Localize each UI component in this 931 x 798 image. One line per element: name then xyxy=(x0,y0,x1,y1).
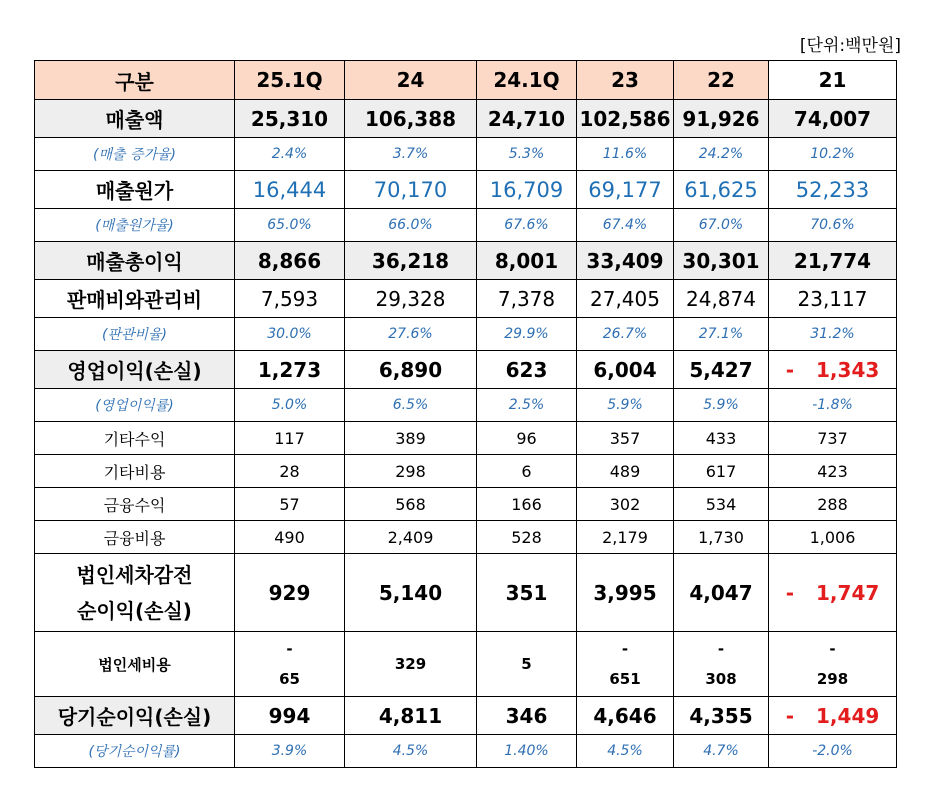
cell: 6 xyxy=(477,455,577,488)
cell xyxy=(345,632,477,697)
cell: 52,233 xyxy=(769,171,897,209)
sga-ratio-row xyxy=(35,318,897,351)
cell: 528 xyxy=(477,521,577,554)
ebt-row xyxy=(35,554,897,632)
cell: 1,730 xyxy=(674,521,769,554)
cell: 8,866 xyxy=(235,242,345,280)
cell: 4,355 xyxy=(674,697,769,735)
cell-top: - xyxy=(286,640,293,658)
row-label-line2: 순이익(손실) xyxy=(77,598,192,623)
cell: 67.0% xyxy=(674,209,769,242)
cell: 5.0% xyxy=(235,389,345,422)
row-label: (당기순이익률) xyxy=(35,735,235,768)
cell: 57 xyxy=(235,488,345,521)
header-cell-category: 구분 xyxy=(35,61,235,100)
cell: 2.5% xyxy=(477,389,577,422)
cell: 5.3% xyxy=(477,138,577,171)
cell: 26.7% xyxy=(577,318,674,351)
cell-bottom: 65 xyxy=(279,670,300,688)
cell: 1.40% xyxy=(477,735,577,768)
cell: 74,007 xyxy=(769,100,897,138)
row-label: 판매비와관리비 xyxy=(35,280,235,318)
negative-sign: - xyxy=(785,580,795,605)
cell-top: - xyxy=(717,640,725,658)
cell: 102,586 xyxy=(577,100,674,138)
cell: -2.0% xyxy=(769,735,897,768)
cell: 91,926 xyxy=(674,100,769,138)
cell xyxy=(674,632,769,697)
cell: 8,001 xyxy=(477,242,577,280)
cell: 1,006 xyxy=(769,521,897,554)
negative-cell xyxy=(769,351,897,389)
cell: 1,273 xyxy=(235,351,345,389)
income-statement-table xyxy=(34,60,897,768)
cell: 5,427 xyxy=(674,351,769,389)
row-label: (매출원가율) xyxy=(35,209,235,242)
cell: 24,874 xyxy=(674,280,769,318)
negative-cell xyxy=(769,697,897,735)
cell: 29,328 xyxy=(345,280,477,318)
cell: 3.7% xyxy=(345,138,477,171)
cogs-row xyxy=(35,171,897,209)
cell: 4.7% xyxy=(674,735,769,768)
cell: 25,310 xyxy=(235,100,345,138)
header-cell-24: 24 xyxy=(345,61,477,100)
cell: 389 xyxy=(345,422,477,455)
negative-sign: - xyxy=(785,703,795,728)
cell: 3,995 xyxy=(577,554,674,632)
cell: 5.9% xyxy=(674,389,769,422)
cell: 24,710 xyxy=(477,100,577,138)
cell: 423 xyxy=(769,455,897,488)
cell: 302 xyxy=(577,488,674,521)
cell: 27.1% xyxy=(674,318,769,351)
net-income-row xyxy=(35,697,897,735)
gross-profit-row xyxy=(35,242,897,280)
cell: 67.6% xyxy=(477,209,577,242)
row-label: (영업이익률) xyxy=(35,389,235,422)
cell: 357 xyxy=(577,422,674,455)
cell: 67.4% xyxy=(577,209,674,242)
header-cell-24-1q: 24.1Q xyxy=(477,61,577,100)
cell xyxy=(477,632,577,697)
cell-top: - xyxy=(621,640,629,658)
cell: 5,140 xyxy=(345,554,477,632)
other-expense-row xyxy=(35,455,897,488)
header-cell-23: 23 xyxy=(577,61,674,100)
other-income-row xyxy=(35,422,897,455)
net-margin-row xyxy=(35,735,897,768)
cell: 61,625 xyxy=(674,171,769,209)
cell: 288 xyxy=(769,488,897,521)
cell: 2.4% xyxy=(235,138,345,171)
negative-value: 1,343 xyxy=(816,357,880,382)
row-label: 기타수익 xyxy=(35,422,235,455)
cell: 27,405 xyxy=(577,280,674,318)
cell: 36,218 xyxy=(345,242,477,280)
cell: 7,593 xyxy=(235,280,345,318)
header-cell-21: 21 xyxy=(769,61,897,100)
cell: 489 xyxy=(577,455,674,488)
cell: 568 xyxy=(345,488,477,521)
cell-top: - xyxy=(829,640,836,658)
cell: 21,774 xyxy=(769,242,897,280)
cell: 6.5% xyxy=(345,389,477,422)
cell: 16,444 xyxy=(235,171,345,209)
revenue-row xyxy=(35,100,897,138)
header-cell-25-1q: 25.1Q xyxy=(235,61,345,100)
row-label-line1: 법인세차감전 xyxy=(76,562,193,587)
cell xyxy=(235,632,345,697)
operating-income-row xyxy=(35,351,897,389)
row-label: 영업이익(손실) xyxy=(35,351,235,389)
cell-bottom: 651 xyxy=(609,670,641,688)
operating-margin-row xyxy=(35,389,897,422)
cell: 69,177 xyxy=(577,171,674,209)
unit-label: [단위:백만원] xyxy=(799,36,901,56)
cell: 117 xyxy=(235,422,345,455)
header-cell-22: 22 xyxy=(674,61,769,100)
cell: 27.6% xyxy=(345,318,477,351)
cell: 7,378 xyxy=(477,280,577,318)
cell: 433 xyxy=(674,422,769,455)
cell: 2,179 xyxy=(577,521,674,554)
sga-row xyxy=(35,280,897,318)
cell: 351 xyxy=(477,554,577,632)
cell: 929 xyxy=(235,554,345,632)
cell: 16,709 xyxy=(477,171,577,209)
cogs-ratio-row xyxy=(35,209,897,242)
cell: 30.0% xyxy=(235,318,345,351)
finance-income-row xyxy=(35,488,897,521)
cell: 29.9% xyxy=(477,318,577,351)
cell: 2,409 xyxy=(345,521,477,554)
cell: 31.2% xyxy=(769,318,897,351)
cell-bottom: 298 xyxy=(816,670,849,688)
row-label: 매출원가 xyxy=(35,171,235,209)
cell-bottom: 5 xyxy=(521,655,532,673)
negative-value: 1,747 xyxy=(816,580,880,605)
cell: 6,890 xyxy=(345,351,477,389)
row-label: 법인세비용 xyxy=(35,632,235,697)
cell: 10.2% xyxy=(769,138,897,171)
cell: 617 xyxy=(674,455,769,488)
cell: 11.6% xyxy=(577,138,674,171)
header-row xyxy=(35,61,897,100)
row-label: 매출액 xyxy=(35,100,235,138)
cell: 3.9% xyxy=(235,735,345,768)
cell: 65.0% xyxy=(235,209,345,242)
cell: 4,646 xyxy=(577,697,674,735)
row-label xyxy=(35,554,235,632)
row-label: 매출총이익 xyxy=(35,242,235,280)
row-label: 당기순이익(손실) xyxy=(35,697,235,735)
cell: 70.6% xyxy=(769,209,897,242)
cell: 70,170 xyxy=(345,171,477,209)
cell: 490 xyxy=(235,521,345,554)
row-label: 기타비용 xyxy=(35,455,235,488)
negative-sign: - xyxy=(785,357,795,382)
cell: 346 xyxy=(477,697,577,735)
cell: 96 xyxy=(477,422,577,455)
cell xyxy=(769,632,897,697)
tax-row xyxy=(35,632,897,697)
cell xyxy=(577,632,674,697)
cell: 24.2% xyxy=(674,138,769,171)
row-label: 금융비용 xyxy=(35,521,235,554)
cell: 6,004 xyxy=(577,351,674,389)
cell: 66.0% xyxy=(345,209,477,242)
cell: 28 xyxy=(235,455,345,488)
negative-value: 1,449 xyxy=(816,703,880,728)
finance-expense-row xyxy=(35,521,897,554)
row-label: (매출 증가율) xyxy=(35,138,235,171)
revenue-growth-row xyxy=(35,138,897,171)
cell: 106,388 xyxy=(345,100,477,138)
cell: 4,047 xyxy=(674,554,769,632)
cell-bottom: 329 xyxy=(394,655,427,673)
cell: -1.8% xyxy=(769,389,897,422)
cell: 4.5% xyxy=(345,735,477,768)
cell: 298 xyxy=(345,455,477,488)
cell: 30,301 xyxy=(674,242,769,280)
row-label: (판관비율) xyxy=(35,318,235,351)
cell: 737 xyxy=(769,422,897,455)
cell: 5.9% xyxy=(577,389,674,422)
cell: 994 xyxy=(235,697,345,735)
negative-cell xyxy=(769,554,897,632)
cell: 23,117 xyxy=(769,280,897,318)
cell: 534 xyxy=(674,488,769,521)
cell: 166 xyxy=(477,488,577,521)
cell-bottom: 308 xyxy=(705,670,737,688)
row-label: 금융수익 xyxy=(35,488,235,521)
cell: 4,811 xyxy=(345,697,477,735)
cell: 623 xyxy=(477,351,577,389)
cell: 33,409 xyxy=(577,242,674,280)
cell: 4.5% xyxy=(577,735,674,768)
